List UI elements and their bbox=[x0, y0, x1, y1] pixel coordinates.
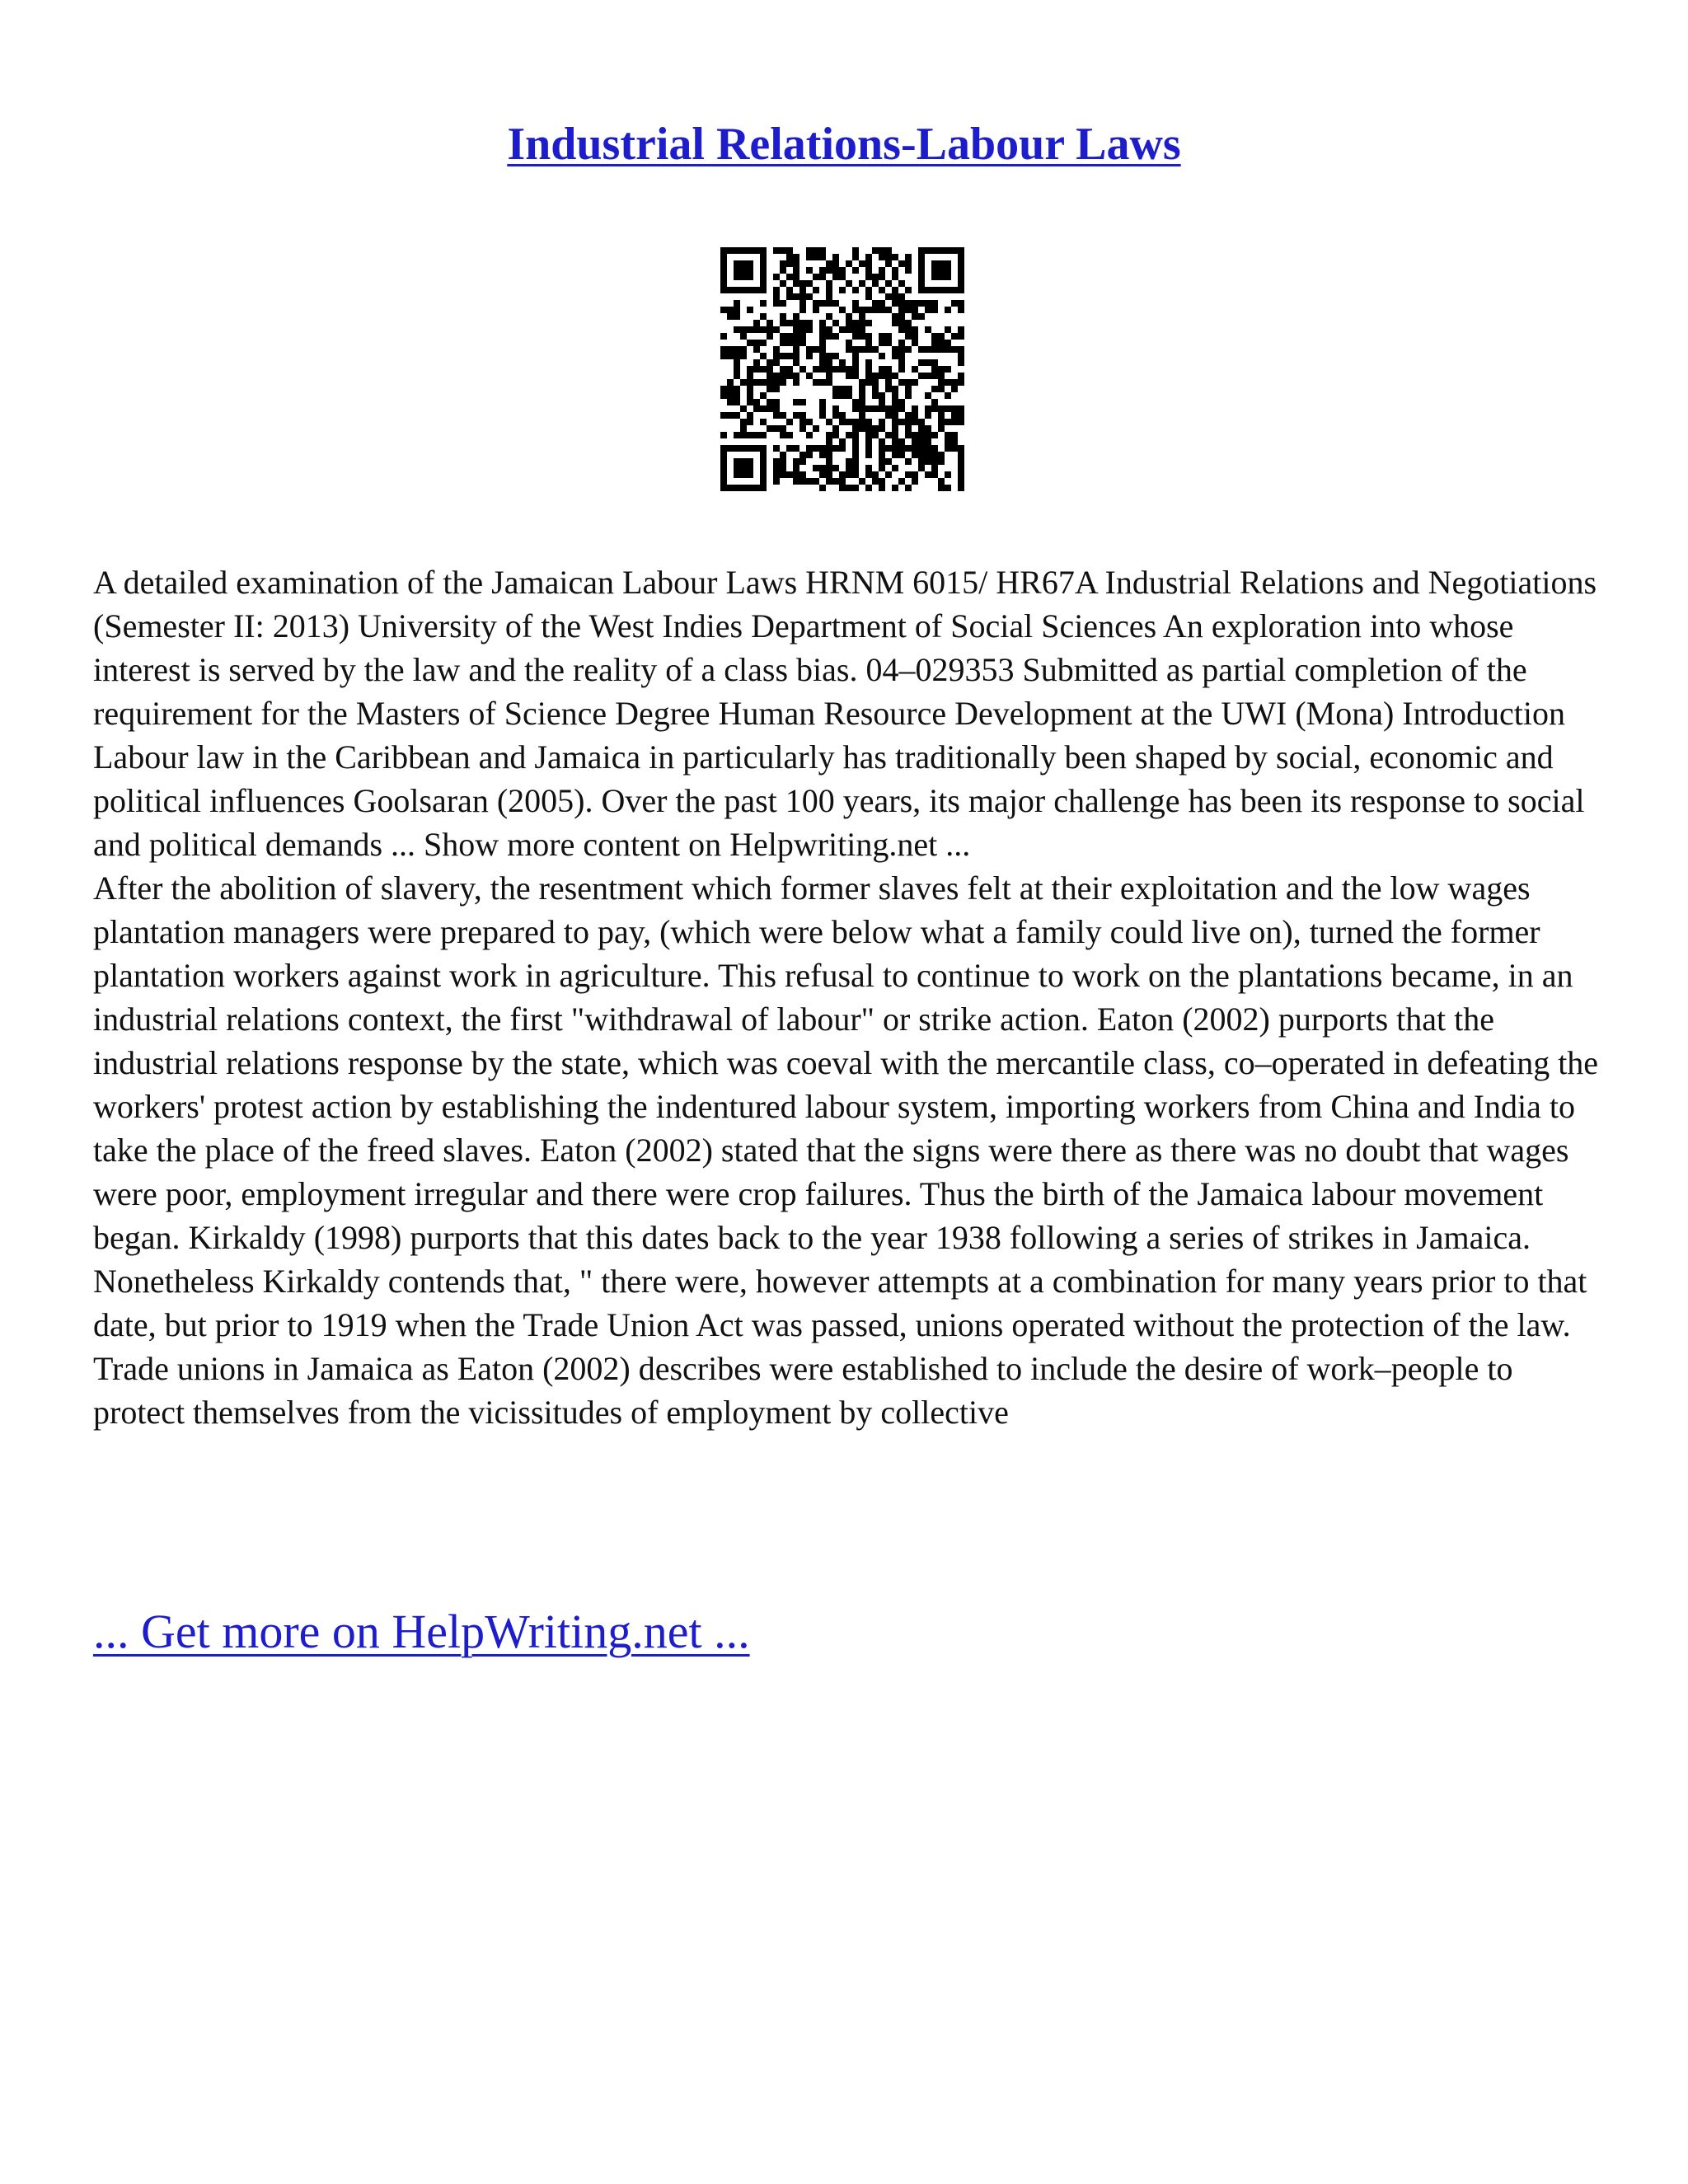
paragraph-introduction: A detailed examination of the Jamaican Labour Laws HRNM 6015/ HR67A Industrial Relations and Negotiations (Semester II: 2013) University of the West Indies Department of Social Sciences An exploration into whose interest is served by the law and the reality of a class bias. 04–029353 Submitted as partial completion of the requirement for the Masters of Science Degree Human Resource Development at the UWI (Mona) Introduction Labour law in the Caribbean and Jamaica in particularly has traditionally been shaped by social, economic and political influences Goolsaran (2005). Over the past 100 years, its major challenge has been its response to social and political demands ... Show more content on Helpwriting.net ... bbox=[93, 564, 1597, 863]
qr-code-graphic bbox=[720, 247, 964, 491]
document-body bbox=[93, 560, 1601, 1434]
title-link[interactable]: Industrial Relations-Labour Laws bbox=[507, 119, 1181, 170]
paragraph-history: After the abolition of slavery, the resentment which former slaves felt at their exploitation and the low wages plantation managers were prepared to pay, (which were below what a family could live on), turned the former plantation workers against work in agriculture. This refusal to continue to work on the plantations became, in an industrial relations context, the first "withdrawal of labour" or strike action. Eaton (2002) purports that the industrial relations response by the state, which was coeval with the mercantile class, co–operated in defeating the workers' protest action by establishing the indentured labour system, importing workers from China and India to take the place of the freed slaves. Eaton (2002) stated that the signs were there as there was no doubt that wages were poor, employment irregular and there were crop failures. Thus the birth of the Jamaica labour movement began. Kirkaldy (1998) purports that this dates back to the year 1938 following a series of strikes in Jamaica. Nonetheless Kirkaldy contends that, " there were, however attempts at a combination for many years prior to that date, but prior to 1919 when the Trade Union Act was passed, unions operated without the protection of the law. Trade unions in Jamaica as Eaton (2002) describes were established to include the desire of work–people to protect themselves from the vicissitudes of employment by collective bbox=[93, 869, 1599, 1431]
qr-code-icon bbox=[720, 247, 964, 491]
document-title bbox=[0, 115, 1688, 173]
get-more-link-container bbox=[93, 1603, 750, 1661]
get-more-link[interactable]: ... Get more on HelpWriting.net ... bbox=[93, 1605, 750, 1658]
